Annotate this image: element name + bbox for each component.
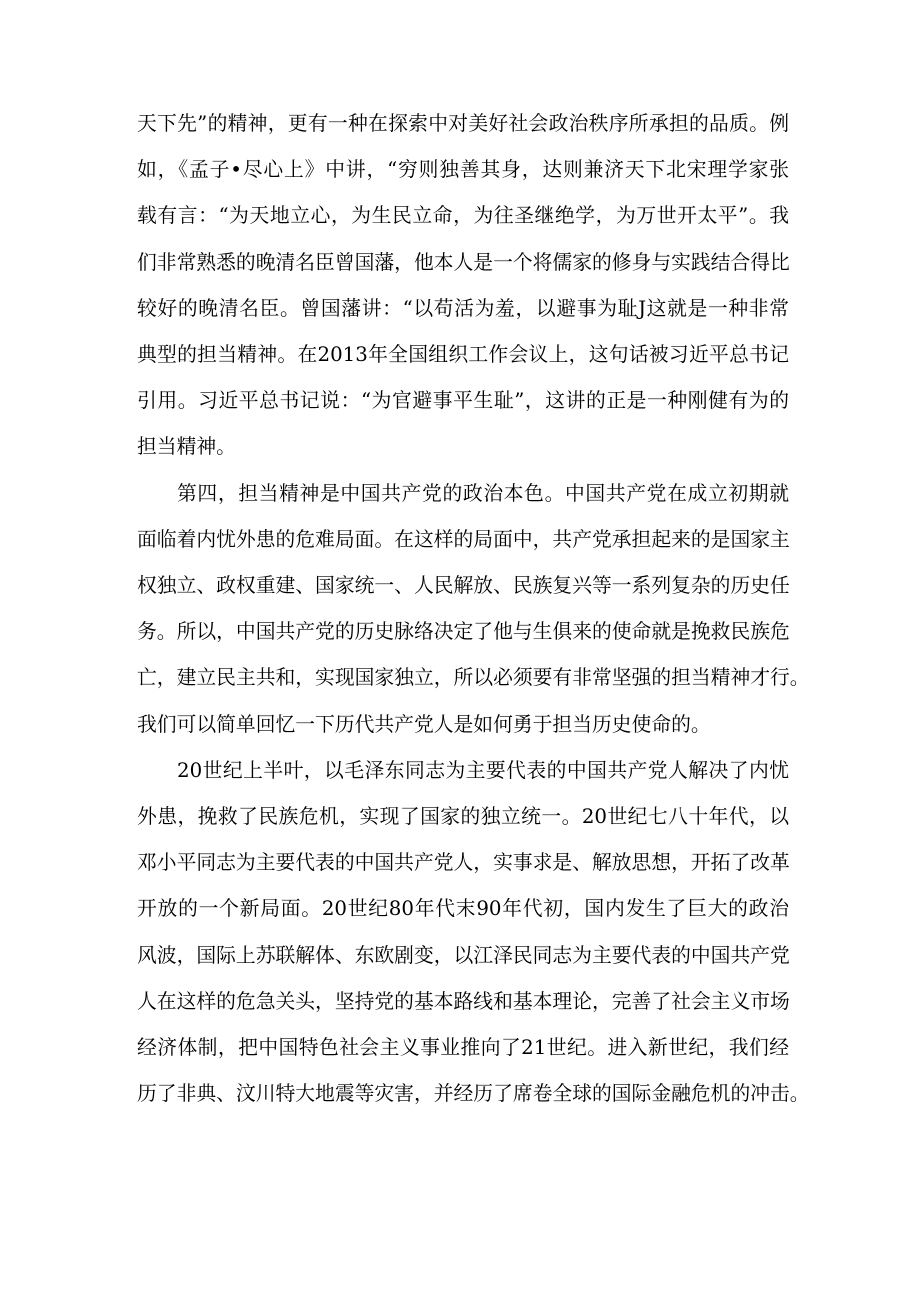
- text-line: 天下先”的精神，更有一种在探索中对美好社会政治秩序所承担的品质。例: [137, 112, 789, 135]
- text-line: 外患，挽救了民族危机，实现了国家的独立统一。20世纪七八十年代，以: [137, 805, 789, 828]
- text-line: 经济体制，把中国特色社会主义事业推向了21世纪。进入新世纪，我们经: [137, 1036, 789, 1059]
- text-line: 引用。习近平总书记说：“为官避事平生耻”，这讲的正是一种刚健有为的: [137, 389, 789, 413]
- text-line: 邓小平同志为主要代表的中国共产党人，实事求是、解放思想，开拓了改革: [137, 851, 790, 875]
- text-line: 亡，建立民主共和，实现国家独立，所以必须要有非常坚强的担当精神才行。: [137, 666, 810, 690]
- text-line: 较好的晚清名臣。曾国藩讲：“以苟活为羞，以避事为耻J这就是一种非常: [137, 296, 789, 320]
- text-line: 历了非典、汶川特大地震等灾害，并经历了席卷全球的国际金融危机的冲击。: [137, 1082, 810, 1106]
- text-line: 担当精神。: [137, 435, 236, 459]
- text-line: 载有言：“为天地立心，为生民立命，为往圣继绝学，为万世开太平”。我: [137, 204, 789, 228]
- text-line: 面临着内忧外患的危难局面。在这样的局面中，共产党承担起来的是国家主: [137, 527, 790, 551]
- text-line: 开放的一个新局面。20世纪80年代末90年代初，国内发生了巨大的政治: [137, 897, 789, 921]
- text-line: 人在这样的危急关头，坚持党的基本路线和基本理论，完善了社会主义市场: [137, 989, 790, 1013]
- text-line: 典型的担当精神。在2013年全国组织工作会议上，这句话被习近平总书记: [137, 343, 789, 366]
- text-line: 风波，国际上苏联解体、东欧剧变，以江泽民同志为主要代表的中国共产党: [137, 943, 790, 967]
- text-line: 权独立、政权重建、国家统一、人民解放、民族复兴等一系列复杂的历史任: [137, 574, 790, 597]
- text-line: 们非常熟悉的晚清名臣曾国藩，他本人是一个将儒家的修身与实践结合得比: [137, 250, 790, 274]
- text-line: 20世纪上半叶，以毛泽东同志为主要代表的中国共产党人解决了内忧: [177, 758, 789, 782]
- text-line: 第四，担当精神是中国共产党的政治本色。中国共产党在成立初期就: [177, 481, 789, 505]
- text-line: 务。所以，中国共产党的历史脉络决定了他与生俱来的使命就是挽救民族危: [137, 620, 790, 644]
- text-line: 我们可以简单回忆一下历代共产党人是如何勇于担当历史使命的。: [137, 712, 711, 736]
- text-line: 如，《孟子•尽心上》中讲，“穷则独善其身，达则兼济天下北宋理学家张: [137, 158, 789, 182]
